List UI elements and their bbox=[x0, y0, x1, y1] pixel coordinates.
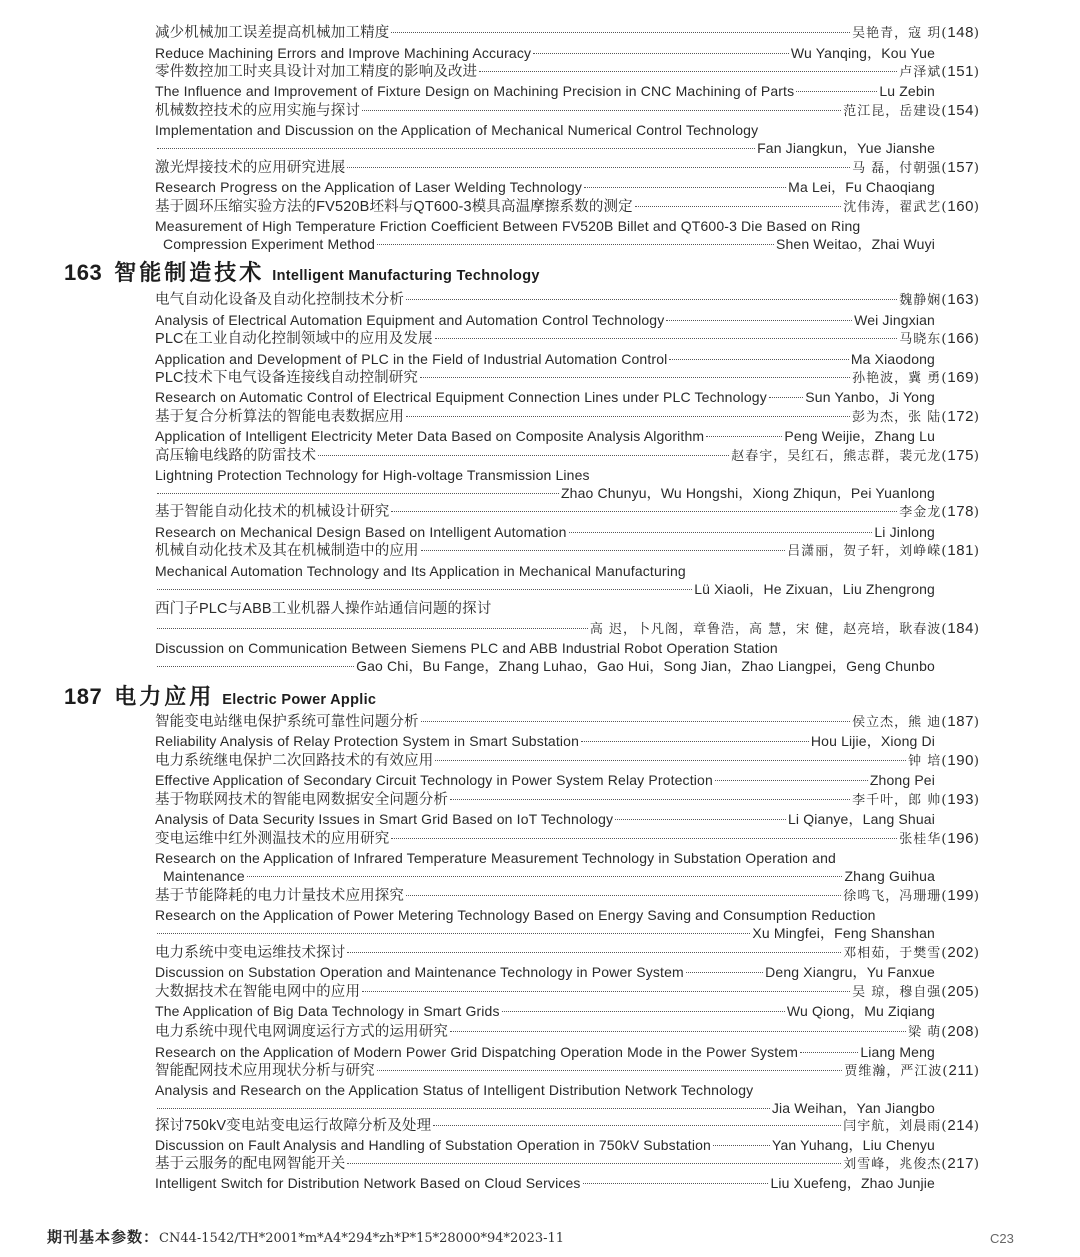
authors-en: Sun Yanbo，Ji Yong bbox=[805, 389, 935, 405]
article-title-zh: 电力系统继电保护二次回路技术的有效应用 bbox=[155, 753, 434, 769]
toc-entry-en[interactable] bbox=[155, 906, 980, 924]
toc-entry-en-continued[interactable] bbox=[155, 235, 980, 253]
toc-entry-en[interactable] bbox=[155, 311, 980, 329]
journal-parameters bbox=[47, 1226, 564, 1247]
authors-en: Yan Yuhang，Liu Chenyu bbox=[772, 1137, 935, 1153]
toc-entry-zh[interactable]: 大数据技术在智能电网中的应用 吴 琼，穆自强(205) bbox=[155, 983, 980, 1000]
dot-leader bbox=[247, 876, 843, 877]
toc-entry-en[interactable] bbox=[155, 1002, 980, 1020]
authors-en: Ma Xiaodong bbox=[850, 351, 935, 367]
authors-zh: 马晓东 bbox=[899, 332, 942, 347]
toc-entry-en[interactable] bbox=[155, 523, 980, 541]
article-title-zh: 高压输电线路的防雷技术 bbox=[155, 448, 317, 464]
dot-leader bbox=[318, 455, 729, 456]
page-number: 178 bbox=[947, 503, 974, 520]
authors-en: Li Jinlong bbox=[874, 524, 935, 540]
toc-entry-zh[interactable]: 电力系统继电保护二次回路技术的有效应用 钟 培(190) bbox=[155, 752, 980, 769]
dot-leader bbox=[421, 721, 850, 722]
page-number: 151 bbox=[947, 63, 974, 80]
article-title-zh: PLC在工业自动化控制领域中的应用及发展 bbox=[155, 331, 433, 347]
page-number: 175 bbox=[947, 447, 974, 464]
article-title-zh: 电力系统中变电运维技术探讨 bbox=[155, 945, 346, 961]
page-number: 154 bbox=[947, 102, 974, 119]
authors-zh: 魏静娴 bbox=[899, 293, 942, 308]
article-title-en: Measurement of High Temperature Friction Coefficient Between FV520B Billet and QT600-3 Die Based on Ring bbox=[155, 218, 861, 234]
toc-entry-en[interactable] bbox=[155, 771, 980, 789]
toc-entry-en[interactable] bbox=[155, 427, 980, 445]
article-title-en: Effective Application of Secondary Circuit Technology in Power System Relay Protection bbox=[155, 772, 713, 788]
dot-leader bbox=[347, 952, 841, 953]
dot-leader bbox=[615, 819, 786, 820]
toc-entry-zh[interactable]: 电力系统中变电运维技术探讨 邓相茹，于樊雪(202) bbox=[155, 944, 980, 961]
article-title-zh: 智能变电站继电保护系统可靠性问题分析 bbox=[155, 714, 419, 730]
article-title-zh: 西门子PLC与ABB工业机器人操作站通信问题的探讨 bbox=[155, 601, 492, 617]
toc-entry-en[interactable] bbox=[155, 82, 980, 100]
dot-leader bbox=[421, 550, 786, 551]
page-number: 196 bbox=[947, 830, 974, 847]
article-title-zh: 基于节能降耗的电力计量技术应用探究 bbox=[155, 888, 405, 904]
authors-en: Xu Mingfei，Feng Shanshan bbox=[752, 925, 935, 941]
dot-leader bbox=[157, 1108, 770, 1109]
authors-en: Liang Meng bbox=[860, 1044, 935, 1060]
page-number: 157 bbox=[947, 159, 974, 176]
dot-leader bbox=[157, 628, 588, 629]
article-title-zh: 大数据技术在智能电网中的应用 bbox=[155, 984, 361, 1000]
toc-entry-en-continued[interactable] bbox=[155, 1099, 980, 1117]
toc-entry-en[interactable] bbox=[155, 810, 980, 828]
toc-entry-en[interactable] bbox=[155, 732, 980, 750]
toc-entry-zh[interactable]: 变电运维中红外测温技术的应用研究 张桂华(196) bbox=[155, 830, 980, 847]
dot-leader bbox=[533, 53, 789, 54]
dot-leader bbox=[377, 1070, 843, 1071]
article-title-zh: 基于复合分析算法的智能电表数据应用 bbox=[155, 409, 405, 425]
article-title-en: Research on the Application of Modern Power Grid Dispatching Operation Mode in the Power System bbox=[155, 1044, 799, 1060]
authors-en: Zhang Guihua bbox=[844, 868, 935, 884]
dot-leader bbox=[157, 493, 559, 494]
authors-en: Shen Weitao，Zhai Wuyi bbox=[775, 236, 935, 252]
page-number: 169 bbox=[947, 369, 974, 386]
article-title-en: Discussion on Substation Operation and Maintenance Technology in Power System bbox=[155, 964, 684, 980]
toc-entry-zh[interactable]: 智能变电站继电保护系统可靠性问题分析 侯立杰，熊 迪(187) bbox=[155, 713, 980, 730]
page-number: 184 bbox=[947, 620, 974, 637]
authors-zh: 闫宇航，刘晨雨 bbox=[843, 1119, 942, 1134]
dot-leader bbox=[391, 838, 897, 839]
section-heading[interactable] bbox=[64, 256, 540, 287]
toc-entry-en[interactable] bbox=[155, 178, 980, 196]
dot-leader bbox=[569, 532, 873, 533]
article-title-en: Discussion on Fault Analysis and Handling of Substation Operation in 750kV Substation bbox=[155, 1137, 711, 1153]
toc-entry-zh[interactable]: 基于复合分析算法的智能电表数据应用 彭为杰，张 陆(172) bbox=[155, 408, 980, 425]
journal-parameters-value: CN44-1542/TH*2001*m*A4*294*zh*P*15*28000*94*2023-11 bbox=[159, 1231, 565, 1246]
dot-leader bbox=[433, 1125, 841, 1126]
authors-en: Lu Zebin bbox=[879, 83, 935, 99]
toc-entry-en[interactable] bbox=[155, 1174, 980, 1192]
section-page-number: 163 bbox=[64, 260, 103, 285]
dot-leader bbox=[583, 1183, 769, 1184]
authors-zh: 范江昆，岳建设 bbox=[843, 104, 942, 119]
toc-entry-zh[interactable]: 零件数控加工时夹具设计对加工精度的影响及改进 卢泽斌(151) bbox=[155, 63, 980, 80]
toc-entry-zh[interactable]: 高压输电线路的防雷技术 赵春宇，吴红石，熊志群，裴元龙(175) bbox=[155, 447, 980, 464]
dot-leader bbox=[584, 187, 786, 188]
article-title-zh: 电力系统中现代电网调度运行方式的运用研究 bbox=[155, 1024, 448, 1040]
page-number: 211 bbox=[948, 1062, 974, 1079]
page-number: 208 bbox=[947, 1023, 974, 1040]
toc-entry-en[interactable] bbox=[155, 562, 980, 580]
dot-leader bbox=[347, 1163, 841, 1164]
authors-en: Gao Chi，Bu Fange，Zhang Luhao，Gao Hui，Song Jian，Zhao Liangpei，Geng Chunbo bbox=[356, 658, 935, 674]
dot-leader bbox=[666, 320, 852, 321]
article-title-en: Implementation and Discussion on the Application of Mechanical Numerical Control Technology bbox=[155, 122, 759, 138]
authors-zh: 沈伟涛，翟武艺 bbox=[843, 200, 942, 215]
article-title-en: Research on Automatic Control of Electrical Equipment Connection Lines under PLC Technology bbox=[155, 389, 767, 405]
toc-entry-en[interactable] bbox=[155, 466, 980, 484]
authors-zh: 张桂华 bbox=[899, 832, 942, 847]
toc-entry-en[interactable] bbox=[155, 217, 980, 235]
dot-leader bbox=[769, 397, 803, 398]
page-number: 148 bbox=[947, 24, 974, 41]
article-title-zh: 基于云服务的配电网智能开关 bbox=[155, 1156, 346, 1172]
authors-zh: 贾维瀚，严江波 bbox=[844, 1064, 943, 1079]
article-title-en: Lightning Protection Technology for High-voltage Transmission Lines bbox=[155, 467, 590, 483]
toc-entry-zh[interactable]: 基于云服务的配电网智能开关 刘雪峰，兆俊杰(217) bbox=[155, 1155, 980, 1172]
page-number: 199 bbox=[947, 887, 974, 904]
dot-leader bbox=[157, 148, 755, 149]
article-title-en: Research on Mechanical Design Based on Intelligent Automation bbox=[155, 524, 567, 540]
toc-entry-en[interactable] bbox=[155, 849, 980, 867]
dot-leader bbox=[706, 436, 782, 437]
toc-entry-zh[interactable]: 激光焊接技术的应用研究进展 马 磊，付朝强(157) bbox=[155, 159, 980, 176]
page-number: 160 bbox=[947, 198, 974, 215]
dot-leader bbox=[406, 299, 897, 300]
toc-entry-zh[interactable]: 智能配网技术应用现状分析与研究 贾维瀚，严江波(211) bbox=[155, 1062, 980, 1079]
toc-entry-en[interactable] bbox=[155, 963, 980, 981]
dot-leader bbox=[502, 1011, 785, 1012]
authors-en: Liu Xuefeng，Zhao Junjie bbox=[770, 1175, 935, 1191]
authors-zh: 吴艳青，寇 玥 bbox=[852, 26, 942, 41]
authors-zh: 侯立杰，熊 迪 bbox=[852, 715, 942, 730]
article-title-en: Mechanical Automation Technology and Its Application in Mechanical Manufacturing bbox=[155, 563, 686, 579]
toc-entry-zh[interactable]: PLC技术下电气设备连接线自动控制研究 孙艳波，冀 勇(169) bbox=[155, 369, 980, 386]
authors-zh: 梁 萌 bbox=[908, 1025, 942, 1040]
toc-entry-zh[interactable]: 机械数控技术的应用实施与探讨 范江昆，岳建设(154) bbox=[155, 102, 980, 119]
page-number: 181 bbox=[947, 542, 974, 559]
section-page-number: 187 bbox=[64, 684, 103, 709]
article-title-en: Research Progress on the Application of Laser Welding Technology bbox=[155, 179, 583, 195]
page-number: 190 bbox=[947, 752, 974, 769]
article-title-zh: 激光焊接技术的应用研究进展 bbox=[155, 160, 346, 176]
page-number: 214 bbox=[947, 1117, 974, 1134]
article-title-en: Reliability Analysis of Relay Protection System in Smart Substation bbox=[155, 733, 580, 749]
authors-en: Zhao Chunyu，Wu Hongshi，Xiong Zhiqun，Pei Yuanlong bbox=[560, 485, 935, 501]
article-title-zh: 变电运维中红外测温技术的应用研究 bbox=[155, 831, 390, 847]
toc-entry-en-continued[interactable] bbox=[155, 484, 980, 502]
article-title-en-cont: Compression Experiment Method bbox=[163, 236, 376, 252]
section-title-zh: 电力应用 bbox=[114, 684, 215, 709]
authors-en: Hou Lijie，Xiong Di bbox=[810, 733, 935, 749]
toc-entry-en-continued[interactable] bbox=[155, 139, 980, 157]
authors-en: Li Qianye，Lang Shuai bbox=[788, 811, 935, 827]
toc-entry-en[interactable] bbox=[155, 639, 980, 657]
article-title-en: Discussion on Communication Between Siemens PLC and ABB Industrial Robot Operation Station bbox=[155, 640, 778, 656]
section-title-en: Electric Power Applic bbox=[222, 692, 377, 708]
dot-leader bbox=[377, 244, 774, 245]
authors-zh: 钟 培 bbox=[908, 754, 942, 769]
authors-zh: 李千叶，郎 帅 bbox=[852, 793, 942, 808]
section-title-zh: 智能制造技术 bbox=[114, 260, 265, 285]
toc-entry-zh[interactable]: 电气自动化设备及自动化控制技术分析 魏静娴(163) bbox=[155, 291, 980, 308]
dot-leader bbox=[406, 895, 841, 896]
dot-leader bbox=[686, 972, 763, 973]
authors-zh: 孙艳波，冀 勇 bbox=[852, 371, 942, 386]
dot-leader bbox=[669, 359, 848, 360]
toc-entry-en[interactable] bbox=[155, 1043, 980, 1061]
authors-en: Peng Weijie，Zhang Lu bbox=[784, 428, 935, 444]
dot-leader bbox=[450, 1031, 906, 1032]
toc-entry-en-continued[interactable] bbox=[155, 924, 980, 942]
dot-leader bbox=[362, 991, 850, 992]
dot-leader bbox=[715, 780, 868, 781]
article-title-en: Intelligent Switch for Distribution Network Based on Cloud Services bbox=[155, 1175, 581, 1191]
authors-zh: 马 磊，付朝强 bbox=[852, 161, 942, 176]
toc-entry-zh[interactable]: 基于智能自动化技术的机械设计研究 李金龙(178) bbox=[155, 503, 980, 520]
article-title-zh: 电气自动化设备及自动化控制技术分析 bbox=[155, 292, 405, 308]
article-title-en: Analysis of Data Security Issues in Smart Grid Based on IoT Technology bbox=[155, 811, 614, 827]
authors-zh: 李金龙 bbox=[899, 505, 942, 520]
article-title-en: Application and Development of PLC in the Field of Industrial Automation Control bbox=[155, 351, 668, 367]
article-title-en: The Application of Big Data Technology in Smart Grids bbox=[155, 1003, 500, 1019]
page-number: 187 bbox=[947, 713, 974, 730]
authors-en: Wei Jingxian bbox=[854, 312, 935, 328]
article-title-zh: 零件数控加工时夹具设计对加工精度的影响及改进 bbox=[155, 64, 478, 80]
dot-leader bbox=[391, 32, 850, 33]
article-title-en: Analysis of Electrical Automation Equipment and Automation Control Technology bbox=[155, 312, 665, 328]
article-title-zh: 探讨750kV变电站变电运行故障分析及处理 bbox=[155, 1118, 432, 1134]
article-title-en: Research on the Application of Infrared Temperature Measurement Technology in Substation Operation and bbox=[155, 850, 836, 866]
toc-entry-zh[interactable]: 机械自动化技术及其在机械制造中的应用 吕潇丽，贺子轩，刘峥嵘(181) bbox=[155, 542, 980, 559]
page-number: 217 bbox=[947, 1155, 974, 1172]
article-title-en: The Influence and Improvement of Fixture Design on Machining Precision in CNC Machining of Parts bbox=[155, 83, 795, 99]
authors-en: Wu Yanqing，Kou Yue bbox=[790, 45, 935, 61]
toc-entry-en-continued[interactable] bbox=[155, 867, 980, 885]
toc-entry-en[interactable] bbox=[155, 44, 980, 62]
page-number: 202 bbox=[947, 944, 974, 961]
authors-en: Zhong Pei bbox=[869, 772, 935, 788]
authors-en: Deng Xiangru，Yu Fanxue bbox=[765, 964, 935, 980]
toc-entry-zh[interactable]: 基于物联网技术的智能电网数据安全问题分析 李千叶，郎 帅(193) bbox=[155, 791, 980, 808]
article-title-zh: 机械数控技术的应用实施与探讨 bbox=[155, 103, 361, 119]
authors-zh: 赵春宇，吴红石，熊志群，裴元龙 bbox=[731, 449, 942, 464]
toc-entry-zh[interactable] bbox=[155, 600, 980, 618]
page-label: C23 bbox=[990, 1231, 1014, 1246]
authors-zh: 邓相茹，于樊雪 bbox=[843, 946, 942, 961]
article-title-en: Application of Intelligent Electricity Meter Data Based on Composite Analysis Algorithm bbox=[155, 428, 705, 444]
dot-leader bbox=[406, 416, 850, 417]
page-number: 193 bbox=[947, 791, 974, 808]
section-title-en: Intelligent Manufacturing Technology bbox=[272, 268, 540, 284]
article-title-en: Research on the Application of Power Metering Technology Based on Energy Saving and Consumption Reduction bbox=[155, 907, 876, 923]
page-number: 205 bbox=[947, 983, 974, 1000]
authors-zh: 彭为杰，张 陆 bbox=[852, 410, 942, 425]
authors-en: Fan Jiangkun，Yue Jianshe bbox=[757, 140, 935, 156]
page-number: 166 bbox=[947, 330, 974, 347]
article-title-zh: PLC技术下电气设备连接线自动控制研究 bbox=[155, 370, 419, 386]
toc-entry-zh[interactable]: PLC在工业自动化控制领域中的应用及发展 马晓东(166) bbox=[155, 330, 980, 347]
dot-leader bbox=[391, 511, 897, 512]
authors-zh: 徐鸣飞，冯珊珊 bbox=[843, 889, 942, 904]
dot-leader bbox=[800, 1052, 858, 1053]
authors-zh: 卢泽斌 bbox=[899, 65, 942, 80]
dot-leader bbox=[157, 933, 750, 934]
section-heading[interactable] bbox=[64, 680, 376, 711]
journal-parameters-label: 期刊基本参数： bbox=[47, 1229, 160, 1246]
authors-en: Jia Weihan，Yan Jiangbo bbox=[771, 1100, 935, 1116]
dot-leader bbox=[796, 91, 877, 92]
article-title-en: Reduce Machining Errors and Improve Machining Accuracy bbox=[155, 45, 532, 61]
dot-leader bbox=[157, 666, 354, 667]
page-number: 163 bbox=[947, 291, 974, 308]
toc-entry-zh[interactable]: 基于圆环压缩实验方法的FV520B坯料与QT600-3模具高温摩擦系数的测定 沈伟涛，翟武艺(160) bbox=[155, 198, 980, 215]
toc-entry-en[interactable] bbox=[155, 1081, 980, 1099]
article-title-zh: 智能配网技术应用现状分析与研究 bbox=[155, 1063, 375, 1079]
toc-entry-zh-continued[interactable]: 高 迟，卜凡阁，章鲁浩，高 慧，宋 健，赵亮培，耿春波(184) bbox=[155, 620, 980, 639]
dot-leader bbox=[362, 110, 841, 111]
authors-en: Wu Qiong，Mu Ziqiang bbox=[786, 1003, 935, 1019]
authors-zh: 吴 琼，穆自强 bbox=[852, 985, 942, 1000]
article-title-en-cont: Maintenance bbox=[163, 868, 245, 884]
authors-zh: 吕潇丽，贺子轩，刘峥嵘 bbox=[787, 544, 942, 559]
article-title-en: Analysis and Research on the Application Status of Intelligent Distribution Network Technology bbox=[155, 1082, 754, 1098]
article-title-zh: 机械自动化技术及其在机械制造中的应用 bbox=[155, 543, 419, 559]
article-title-zh: 基于物联网技术的智能电网数据安全问题分析 bbox=[155, 792, 448, 808]
dot-leader bbox=[420, 377, 850, 378]
article-title-zh: 基于圆环压缩实验方法的FV520B坯料与QT600-3模具高温摩擦系数的测定 bbox=[155, 199, 633, 215]
dot-leader bbox=[435, 760, 906, 761]
toc-entry-zh[interactable]: 基于节能降耗的电力计量技术应用探究 徐鸣飞，冯珊珊(199) bbox=[155, 887, 980, 904]
authors-en: Lü Xiaoli，He Zixuan，Liu Zhengrong bbox=[694, 581, 935, 597]
toc-entry-en[interactable] bbox=[155, 388, 980, 406]
toc-entry-zh[interactable]: 减少机械加工误差提高机械加工精度 吴艳青，寇 玥(148) bbox=[155, 24, 980, 41]
authors-zh: 刘雪峰，兆俊杰 bbox=[843, 1157, 942, 1172]
toc-entry-en[interactable] bbox=[155, 121, 980, 139]
dot-leader bbox=[713, 1145, 770, 1146]
dot-leader bbox=[450, 799, 850, 800]
dot-leader bbox=[635, 206, 841, 207]
toc-entry-en[interactable] bbox=[155, 1136, 980, 1154]
dot-leader bbox=[581, 741, 809, 742]
toc-entry-en-continued[interactable] bbox=[155, 580, 980, 598]
article-title-zh: 减少机械加工误差提高机械加工精度 bbox=[155, 25, 390, 41]
authors-en: Ma Lei，Fu Chaoqiang bbox=[788, 179, 935, 195]
dot-leader bbox=[157, 589, 692, 590]
dot-leader bbox=[479, 71, 897, 72]
article-title-zh: 基于智能自动化技术的机械设计研究 bbox=[155, 504, 390, 520]
toc-entry-zh[interactable]: 电力系统中现代电网调度运行方式的运用研究 梁 萌(208) bbox=[155, 1023, 980, 1040]
dot-leader bbox=[347, 167, 850, 168]
toc-entry-en-continued[interactable] bbox=[155, 657, 980, 675]
page-number: 172 bbox=[947, 408, 974, 425]
authors-zh: 高 迟，卜凡阁，章鲁浩，高 慧，宋 健，赵亮培，耿春波 bbox=[589, 622, 942, 637]
toc-entry-zh[interactable]: 探讨750kV变电站变电运行故障分析及处理 闫宇航，刘晨雨(214) bbox=[155, 1117, 980, 1134]
dot-leader bbox=[435, 338, 898, 339]
toc-entry-en[interactable] bbox=[155, 350, 980, 368]
